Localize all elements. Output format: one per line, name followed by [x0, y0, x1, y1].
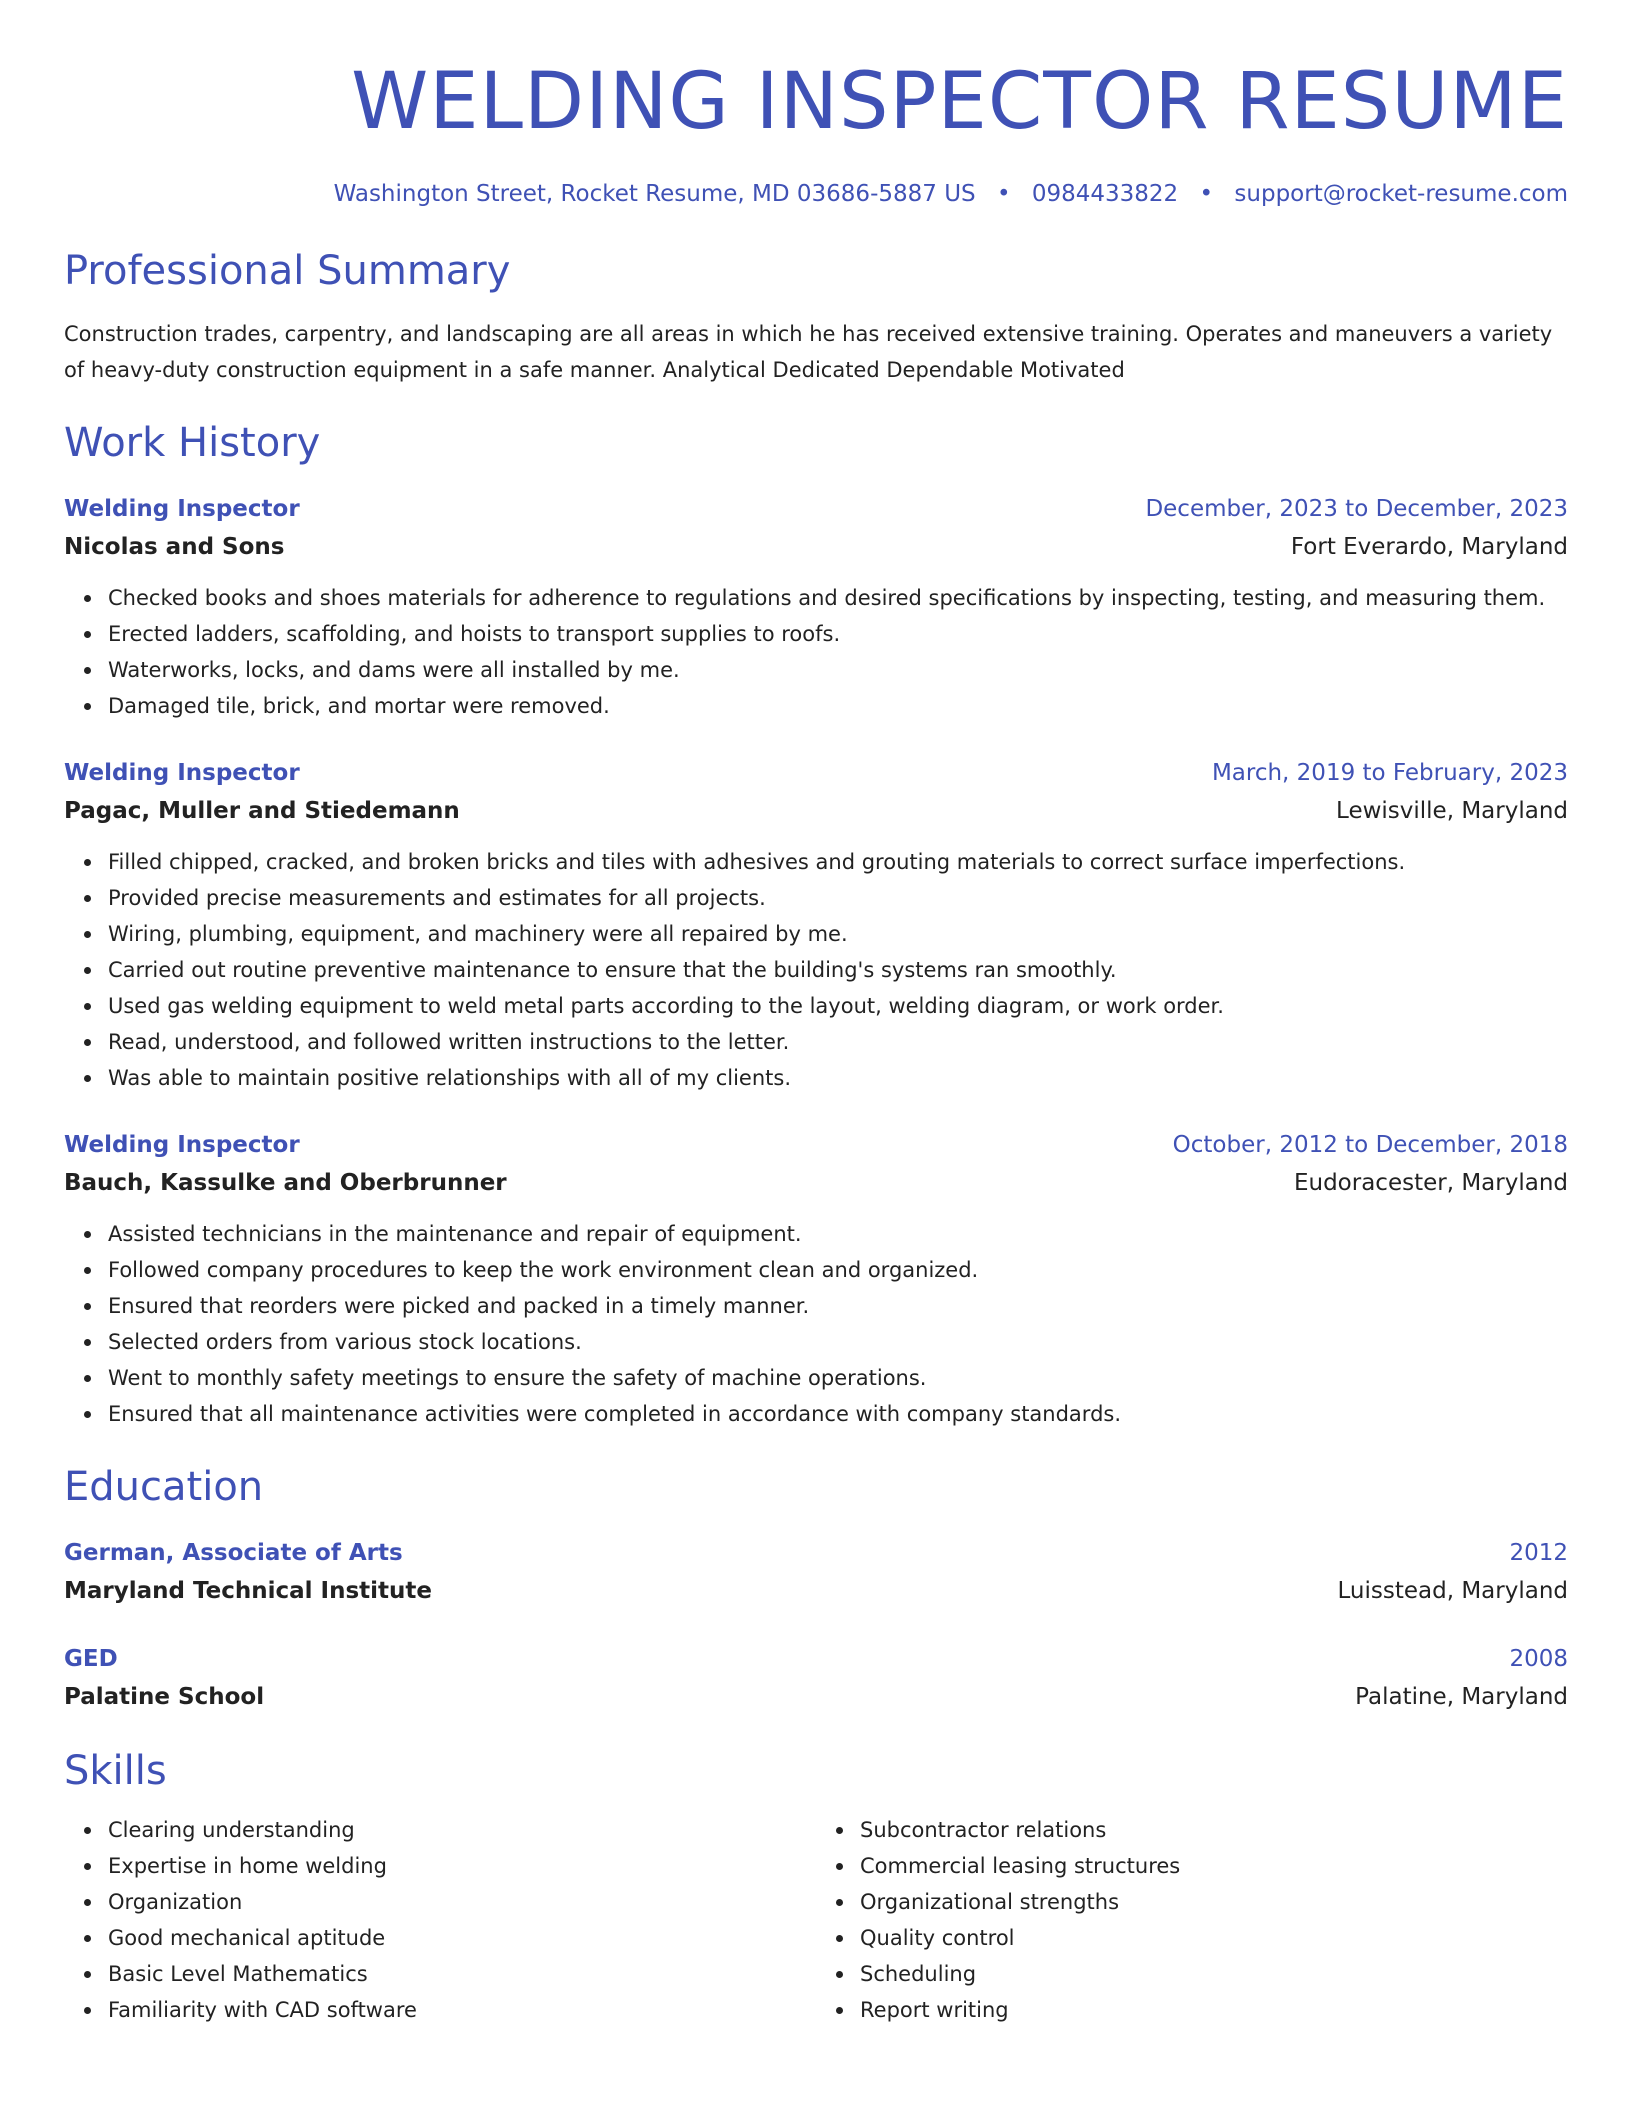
resume-title: WELDING INSPECTOR RESUME — [351, 57, 1568, 147]
list-item: Damaged tile, brick, and mortar were removed. — [108, 688, 1568, 724]
list-item: Quality control — [860, 1920, 1568, 1956]
list-item: Familiarity with CAD software — [108, 1992, 816, 2028]
list-item: Report writing — [860, 1992, 1568, 2028]
list-item: Followed company procedures to keep the work environment clean and organized. — [108, 1252, 1568, 1288]
education-degree: GED — [64, 1646, 118, 1672]
contact-phone: 0984433822 — [1031, 181, 1179, 207]
list-item: Clearing understanding — [108, 1812, 816, 1848]
contact-separator: • — [1199, 181, 1214, 207]
skills-heading: Skills — [64, 1748, 167, 1794]
list-item: Carried out routine preventive maintenance to ensure that the building's systems ran smoothly. — [108, 952, 1568, 988]
work-history-heading: Work History — [64, 420, 321, 466]
list-item: Went to monthly safety meetings to ensure the safety of machine operations. — [108, 1360, 1568, 1396]
education-school: Maryland Technical Institute — [64, 1578, 432, 1604]
education-entry — [64, 1640, 1568, 1716]
list-item: Erected ladders, scaffolding, and hoists to transport supplies to roofs. — [108, 616, 1568, 652]
job-bullets — [64, 1216, 1568, 1432]
education-year: 2008 — [1509, 1646, 1568, 1672]
summary-heading: Professional Summary — [64, 248, 511, 294]
list-item: Commercial leasing structures — [860, 1848, 1568, 1884]
list-item: Read, understood, and followed written instructions to the letter. — [108, 1024, 1568, 1060]
list-item: Checked books and shoes materials for adherence to regulations and desired specifications by inspecting, testing, and measuring them. — [108, 580, 1568, 616]
job-entry — [64, 1126, 1568, 1432]
list-item: Basic Level Mathematics — [108, 1956, 816, 1992]
list-item: Expertise in home welding — [108, 1848, 816, 1884]
job-location: Fort Everardo, Maryland — [1290, 534, 1568, 560]
list-item: Ensured that all maintenance activities were completed in accordance with company standards. — [108, 1396, 1568, 1432]
education-location: Palatine, Maryland — [1355, 1684, 1568, 1710]
list-item: Waterworks, locks, and dams were all installed by me. — [108, 652, 1568, 688]
summary-text: Construction trades, carpentry, and landscaping are all areas in which he has received extensive training. Operates and maneuvers a variety of heavy-duty construction equipment in a safe manner. Analytical Dedicated Dependable Motivated — [64, 322, 1553, 382]
contact-separator: • — [996, 181, 1011, 207]
job-location: Eudoracester, Maryland — [1293, 1170, 1568, 1196]
skills-column-left — [64, 1812, 816, 2028]
job-dates: December, 2023 to December, 2023 — [1145, 496, 1568, 522]
list-item: Ensured that reorders were picked and packed in a timely manner. — [108, 1288, 1568, 1324]
job-role: Welding Inspector — [64, 1132, 300, 1158]
job-dates: March, 2019 to February, 2023 — [1211, 760, 1568, 786]
job-entry — [64, 490, 1568, 724]
contact-address: Washington Street, Rocket Resume, MD 03686-5887 US — [333, 181, 976, 207]
list-item: Organizational strengths — [860, 1884, 1568, 1920]
education-entry — [64, 1534, 1568, 1610]
list-item: Good mechanical aptitude — [108, 1920, 816, 1956]
job-role: Welding Inspector — [64, 496, 300, 522]
job-company: Nicolas and Sons — [64, 534, 285, 560]
list-item: Subcontractor relations — [860, 1812, 1568, 1848]
education-degree: German, Associate of Arts — [64, 1540, 403, 1566]
list-item: Selected orders from various stock locations. — [108, 1324, 1568, 1360]
list-item: Scheduling — [860, 1956, 1568, 1992]
job-company: Bauch, Kassulke and Oberbrunner — [64, 1170, 507, 1196]
education-location: Luisstead, Maryland — [1337, 1578, 1568, 1604]
list-item: Wiring, plumbing, equipment, and machinery were all repaired by me. — [108, 916, 1568, 952]
education-school: Palatine School — [64, 1684, 265, 1710]
job-location: Lewisville, Maryland — [1336, 798, 1568, 824]
job-bullets — [64, 580, 1568, 724]
list-item: Assisted technicians in the maintenance and repair of equipment. — [108, 1216, 1568, 1252]
education-year: 2012 — [1509, 1540, 1568, 1566]
skills-list — [64, 1812, 1568, 2028]
job-entry — [64, 754, 1568, 1096]
list-item: Was able to maintain positive relationships with all of my clients. — [108, 1060, 1568, 1096]
list-item: Used gas welding equipment to weld metal parts according to the layout, welding diagram, or work order. — [108, 988, 1568, 1024]
job-bullets — [64, 844, 1568, 1096]
contact-line — [64, 178, 1568, 210]
job-role: Welding Inspector — [64, 760, 300, 786]
education-heading: Education — [64, 1464, 264, 1510]
job-company: Pagac, Muller and Stiedemann — [64, 798, 460, 824]
resume-header — [64, 56, 1568, 210]
list-item: Organization — [108, 1884, 816, 1920]
skills-column-right — [816, 1812, 1568, 2028]
job-dates: October, 2012 to December, 2018 — [1172, 1132, 1568, 1158]
list-item: Provided precise measurements and estimates for all projects. — [108, 880, 1568, 916]
list-item: Filled chipped, cracked, and broken bricks and tiles with adhesives and grouting materials to correct surface imperfections. — [108, 844, 1568, 880]
contact-email: support@rocket-resume.com — [1234, 181, 1568, 207]
